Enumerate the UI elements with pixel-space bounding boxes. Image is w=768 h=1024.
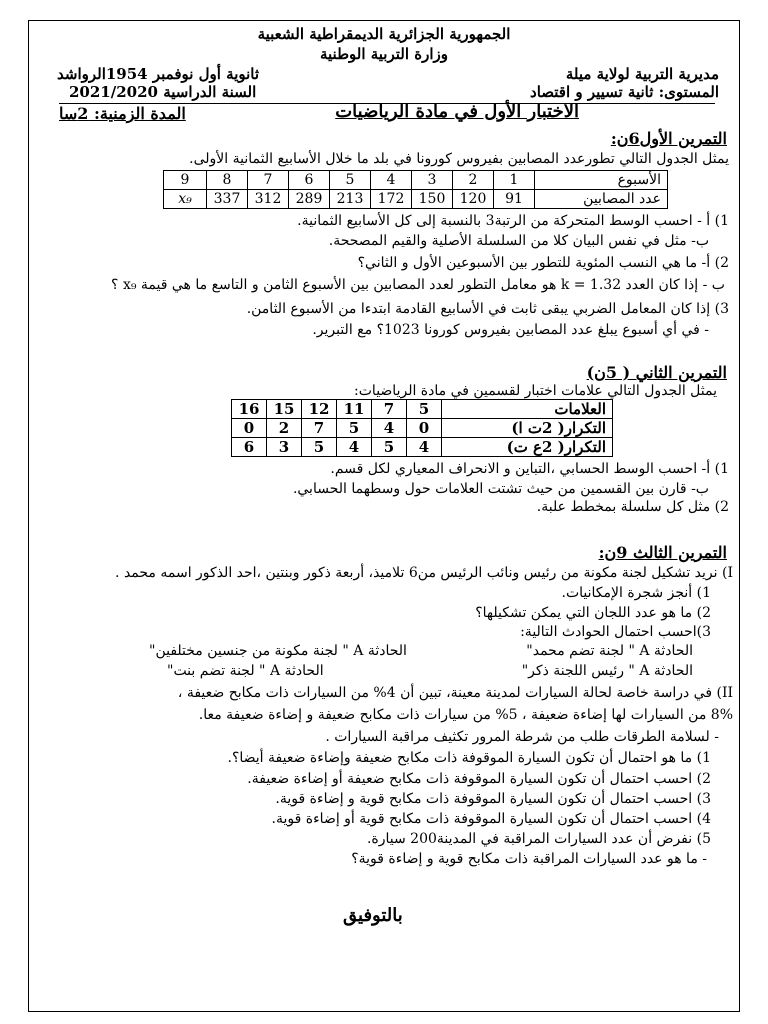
good-luck: بالتوفيق — [343, 905, 403, 926]
ex3-q1: 1) أنجز شجرة الإمكانيات. — [561, 585, 711, 601]
table-row — [164, 171, 668, 190]
ex2-q1b: ب- قارن بين القسمين من حيث تشتت العلامات حول وسطهما الحسابي. — [292, 481, 709, 497]
week-cell: 9 — [164, 171, 207, 190]
cases-cell: 337 — [207, 190, 248, 209]
ex1-q3b: - في أي أسبوع يبلغ عدد المصابين بفيروس كورونا 1023؟ مع التبرير. — [312, 322, 709, 338]
exercise-2-intro: يمثل الجدول التالي علامات اختبار لقسمين في مادة الرياضيات: — [354, 383, 717, 399]
table-row — [232, 438, 613, 457]
ex3-event-2: الحادثة A " لجنة مكونة من جنسين مختلفين" — [149, 643, 407, 659]
freq2-cell: 5 — [372, 438, 407, 457]
freq2-cell: 4 — [337, 438, 372, 457]
ex3-q3: 3)احسب احتمال الحوادث التالية: — [520, 624, 711, 640]
cases-cell: 120 — [453, 190, 494, 209]
ex3-event-1: الحادثة A " لجنة تضم محمد" — [526, 643, 693, 659]
school-name: ثانوية أول نوفمبر 1954الرواشد — [57, 65, 260, 83]
week-cell: 7 — [248, 171, 289, 190]
cases-cell: 91 — [494, 190, 535, 209]
grade-cell: 11 — [337, 400, 372, 419]
cases-cell: 289 — [289, 190, 330, 209]
freq2-cell: 6 — [232, 438, 267, 457]
cases-cell: 213 — [330, 190, 371, 209]
ex3-part2-line3: - لسلامة الطرقات طلب من شرطة المرور تكثيف مراقبة السيارات . — [325, 729, 719, 745]
ex3-part1: I) نريد تشكيل لجنة مكونة من رئيس ونائب الرئيس من6 تلاميذ، أربعة ذكور وبنتين ،احد الذكور اسمه محمد . — [115, 565, 733, 581]
ex3-event-4: الحادثة A " لجنة تضم بنت" — [167, 663, 324, 679]
ex3-p2: 2) احسب احتمال أن تكون السيارة الموقوفة ذات مكابح ضعيفة أو إضاءة ضعيفة. — [247, 771, 711, 787]
week-cell: 6 — [289, 171, 330, 190]
exercise-1-title: التمرين الأول6ن: — [610, 129, 727, 148]
ex1-q1b: ب- مثل في نفس البيان كلا من السلسلة الأصلية والقيم المصححة. — [328, 233, 709, 249]
republic-title: الجمهورية الجزائرية الديمقراطية الشعبية — [257, 25, 511, 43]
grade-cell: 16 — [232, 400, 267, 419]
exercise-2-title: التمرين الثاني ( 5ن) — [586, 363, 727, 382]
freq1-cell: 0 — [232, 419, 267, 438]
exam-page — [28, 20, 740, 1012]
exam-title: الاختبار الأول في مادة الرياضيات — [335, 101, 579, 122]
week-cell: 4 — [371, 171, 412, 190]
ex3-p3: 3) احسب احتمال أن تكون السيارة الموقوفة ذات مكابح قوية و إضاءة قوية. — [275, 791, 711, 807]
ex3-event-3: الحادثة A " رئيس اللجنة ذكر" — [521, 663, 693, 679]
level: المستوى: ثانية تسيير و اقتصاد — [530, 83, 719, 101]
exercise-1-intro: يمثل الجدول التالي تطورعدد المصابين بفيروس كورونا في بلد ما خلال الأسابيع الثمانية الأولى. — [189, 151, 729, 167]
ex3-q2: 2) ما هو عدد اللجان التي يمكن تشكيلها؟ — [475, 605, 711, 621]
grades-table — [231, 399, 613, 457]
ex3-p5: 5) نفرض أن عدد السيارات المراقبة في المدينة200 سيارة. — [366, 831, 711, 847]
cases-cell: 312 — [248, 190, 289, 209]
week-cell: 8 — [207, 171, 248, 190]
table-row — [232, 419, 613, 438]
freq2-cell: 3 — [267, 438, 302, 457]
directorate: مديرية التربية لولاية ميلة — [565, 65, 719, 83]
freq1-cell: 5 — [337, 419, 372, 438]
freq1-cell: 0 — [407, 419, 442, 438]
table-row — [232, 400, 613, 419]
week-cell: 1 — [494, 171, 535, 190]
table-row — [164, 190, 668, 209]
ex1-q1a: 1) أ - احسب الوسط المتحركة من الرتبة3 بالنسبة إلى كل الأسابيع الثمانية. — [297, 213, 729, 229]
week-cell: 2 — [453, 171, 494, 190]
cases-cell: 150 — [412, 190, 453, 209]
freq2-cell: 5 — [302, 438, 337, 457]
grade-cell: 7 — [372, 400, 407, 419]
week-row-label: الأسبوع — [535, 171, 668, 190]
ex3-p4: 4) احسب احتمال أن تكون السيارة الموقوفة ذات مكابح قوية أو إضاءة قوية. — [271, 811, 711, 827]
exam-duration: المدة الزمنية: 2سا — [59, 104, 186, 123]
freq1-cell: 2 — [267, 419, 302, 438]
ex1-q3: 3) إذا كان المعامل الضربي يبقى ثابت في الأسابيع القادمة ابتدءا من الأسبوع الثامن. — [246, 301, 729, 317]
grade-cell: 5 — [407, 400, 442, 419]
freq1-cell: 7 — [302, 419, 337, 438]
school-year: السنة الدراسية 2021/2020 — [69, 83, 257, 101]
ex3-p5b: - ما هو عدد السيارات المراقبة ذات مكابح قوية و إضاءة قوية؟ — [351, 851, 707, 867]
week-cell: 5 — [330, 171, 371, 190]
cases-cell: 172 — [371, 190, 412, 209]
freq2-cell: 4 — [407, 438, 442, 457]
cases-row-label: عدد المصابين — [535, 190, 668, 209]
cases-table — [163, 170, 668, 209]
freq1-cell: 4 — [372, 419, 407, 438]
ex3-part2-line1: II) في دراسة خاصة لحالة السيارات لمدينة معينة، تبين أن 4% من السيارات ذات مكابح ضعيفة ، — [177, 685, 733, 701]
ministry-title: وزارة التربية الوطنية — [319, 45, 448, 63]
grades-row-label: العلامات — [442, 400, 613, 419]
ex1-q2b: ب - إذا كان العدد k = 1.32 هو معامل التطور لعدد المصابين بين الأسبوع الثامن و التاسع ما هي قيمة x₉ ؟ — [111, 277, 725, 293]
ex2-q2: 2) مثل كل سلسلة بمخطط علبة. — [536, 499, 729, 515]
grade-cell: 15 — [267, 400, 302, 419]
week-cell: 3 — [412, 171, 453, 190]
ex2-q1a: 1) أ- احسب الوسط الحسابي ،التباين و الانحراف المعياري لكل قسم. — [330, 461, 729, 477]
cases-cell: x₉ — [164, 190, 207, 209]
freq2-row-label: التكرار( 2ع ت) — [442, 438, 613, 457]
exercise-3-title: التمرين الثالث 9ن: — [598, 543, 727, 562]
grade-cell: 12 — [302, 400, 337, 419]
ex3-part2-line2: 8% من السيارات لها إضاءة ضعيفة ، 5% من سيارات ذات مكابح ضعيفة و إضاءة ضعيفة معا. — [198, 707, 733, 723]
freq1-row-label: التكرار( 2ت ا) — [442, 419, 613, 438]
ex1-q2a: 2) أ- ما هي النسب المئوية للتطور بين الأسبوعين الأول و الثاني؟ — [357, 255, 729, 271]
ex3-p1: 1) ما هو احتمال أن تكون السيارة الموقوفة ذات مكابح ضعيفة وإضاءة ضعيفة أيضا؟. — [227, 750, 711, 766]
